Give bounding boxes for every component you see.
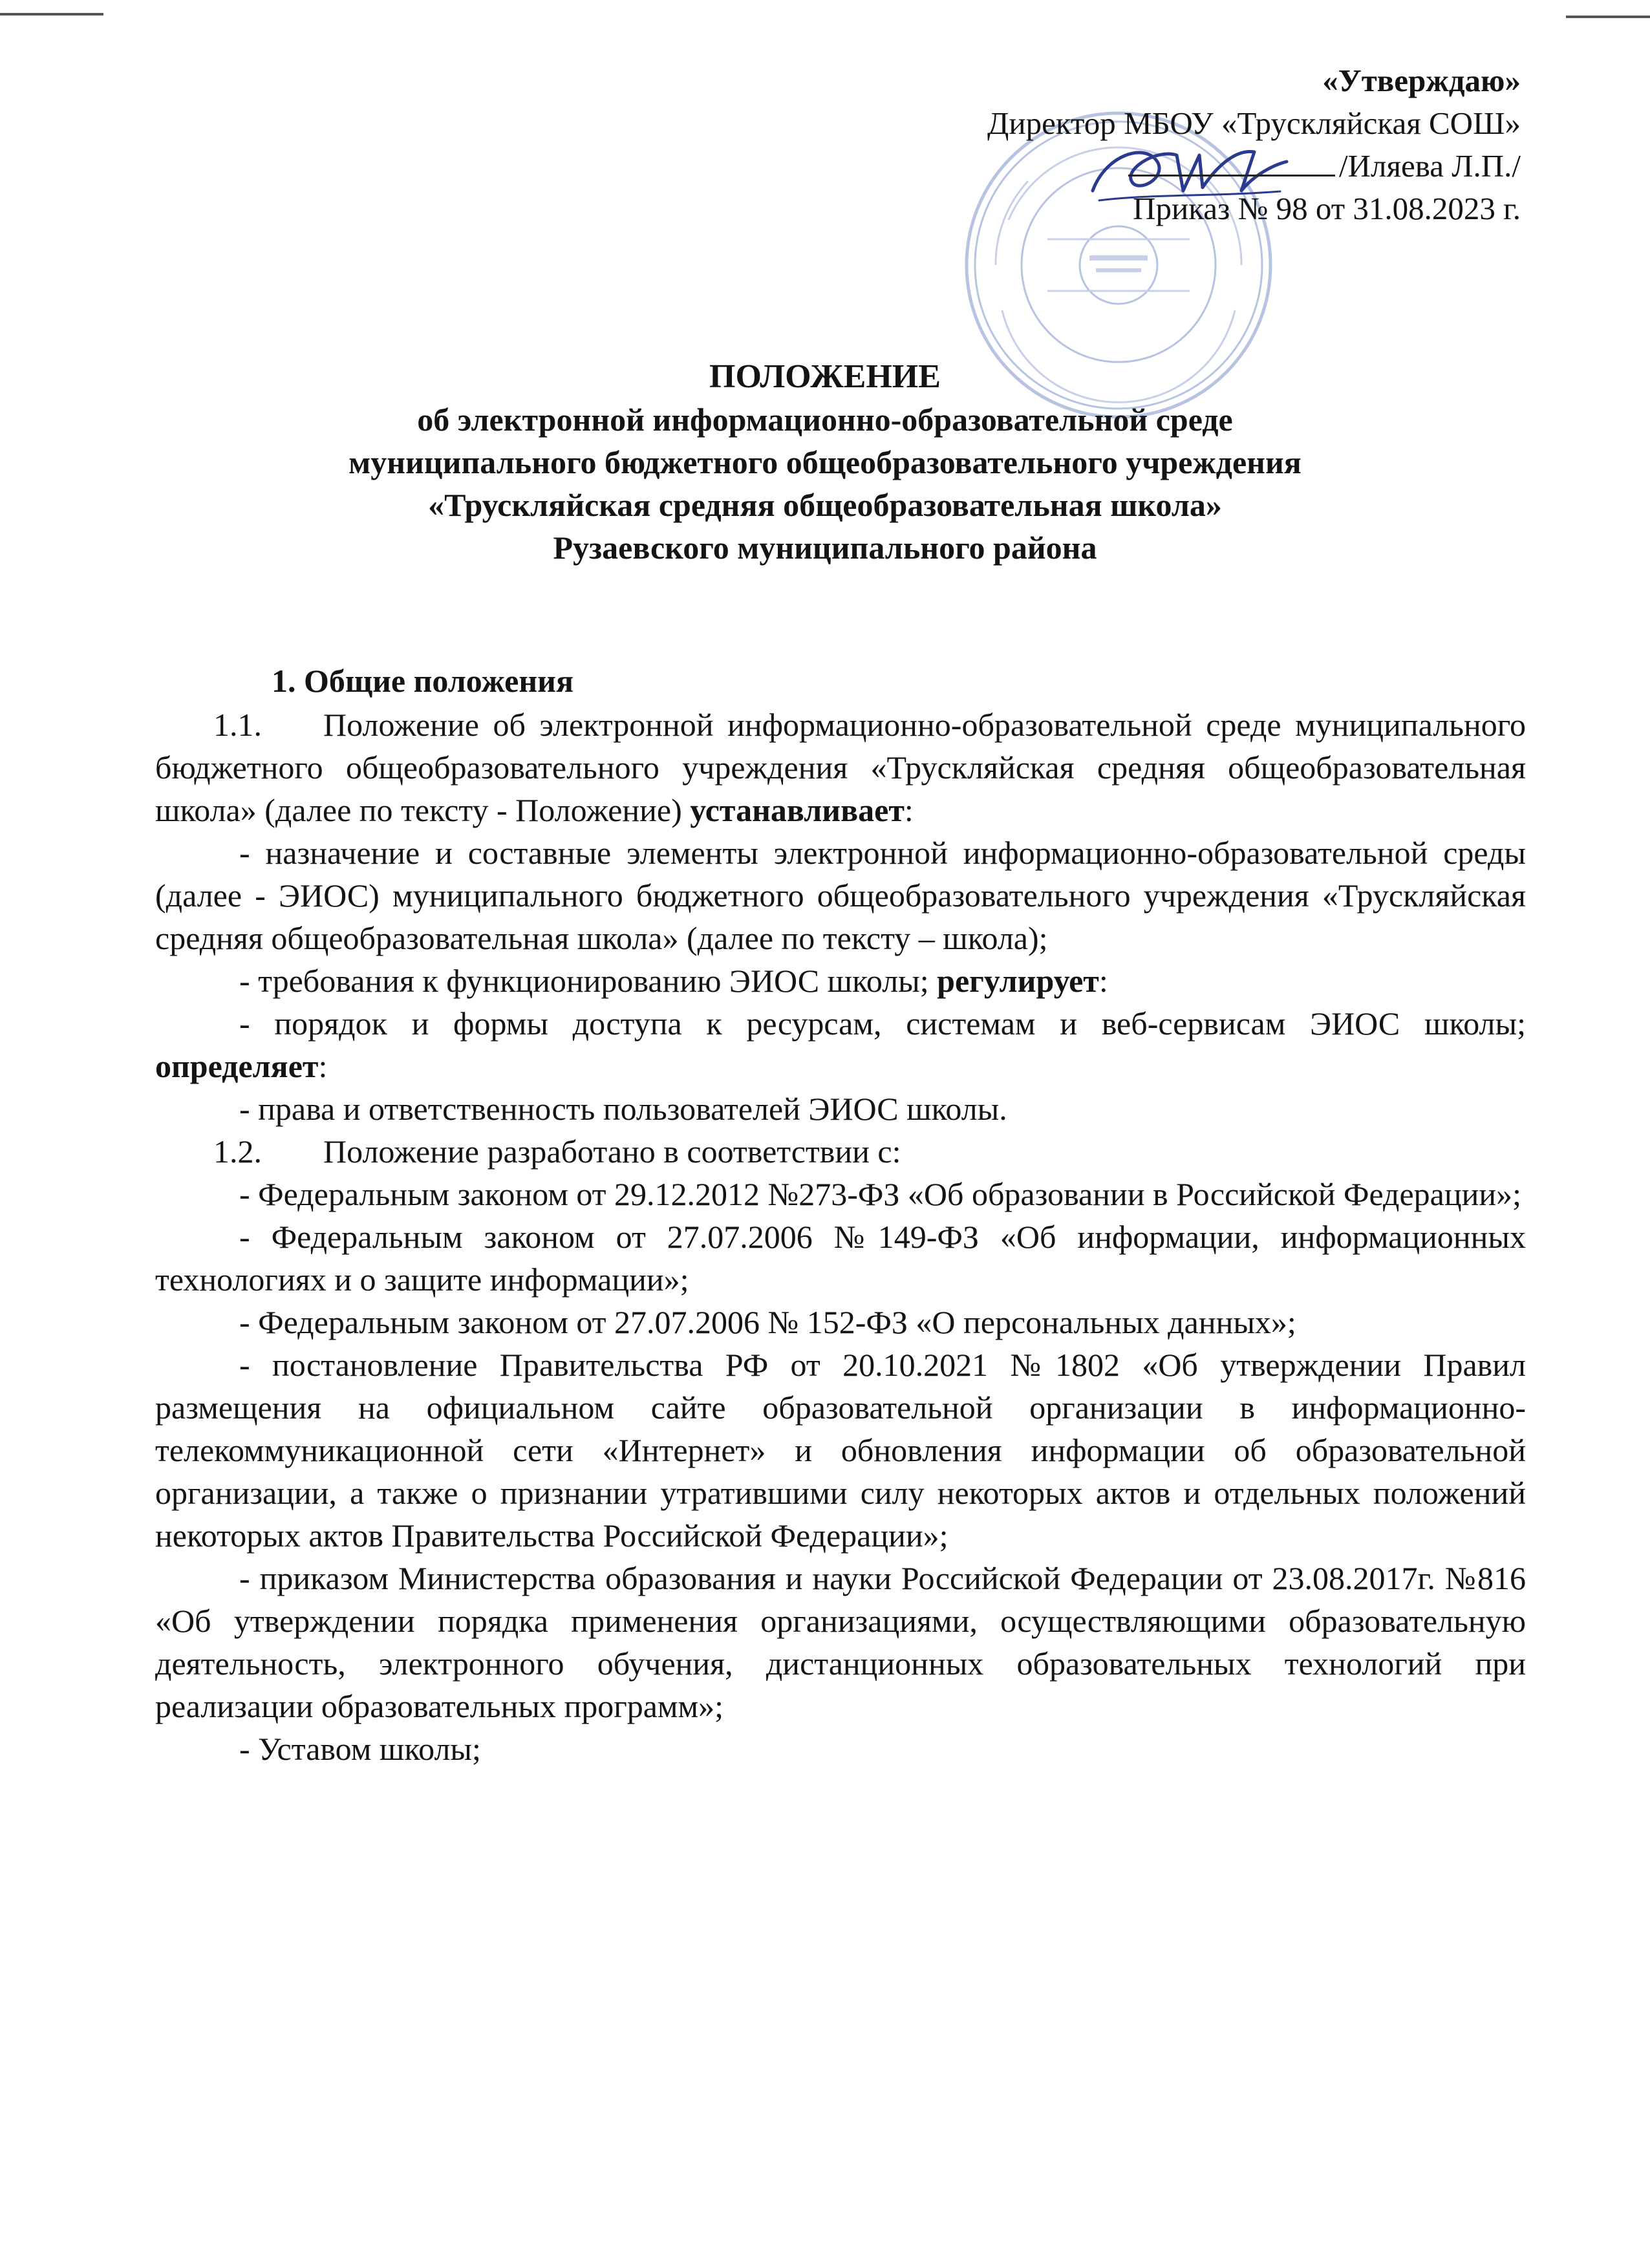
approval-signature-name: /Иляева Л.П./ — [1339, 148, 1521, 184]
clause-1-1-text: Положение об электронной информационно-образовательной среде муниципального бюджетного общеобразовательного учреждения «Трускляйская средняя общеобразовательная школа» (далее по тексту - Положение) — [155, 707, 1526, 828]
list-item: - назначение и составные элементы электронной информационно-образовательной среды (далее - ЭИОС) муниципального бюджетного общеобразовательного учреждения «Трускляйская средняя общеобразовательная школа» (далее по тексту – школа); — [155, 835, 1526, 956]
list-item-keyword: определяет — [155, 1048, 319, 1084]
list-item — [155, 1002, 1526, 1087]
clause-1-1-number: 1.1. — [213, 707, 262, 743]
list-item — [155, 959, 1526, 1002]
approval-signature-line — [680, 145, 1521, 187]
clause-1-1 — [155, 703, 1526, 831]
clause-1-2-number: 1.2. — [213, 1133, 262, 1170]
clause-1-1-keyword: устанавливает — [690, 792, 905, 828]
list-item: - приказом Министерства образования и науки Российской Федерации от 23.08.2017г. №816 «Об утверждении порядка применения организациями, осуществляющими образовательную деятельность, электронного обучения, дистанционных образовательных технологий при реализации образовательных программ»; — [155, 1560, 1526, 1724]
list-item-text: - порядок и формы доступа к ресурсам, системам и веб-сервисам ЭИОС школы; — [239, 1005, 1526, 1042]
title-line-2: муниципального бюджетного общеобразовательного учреждения — [348, 444, 1302, 480]
list-item-keyword: регулирует — [937, 963, 1099, 999]
approval-block — [680, 59, 1521, 230]
list-item: - права и ответственность пользователей ЭИОС школы. — [239, 1091, 1007, 1127]
list-item: - Уставом школы; — [239, 1731, 481, 1767]
list-item: - Федеральным законом от 27.07.2006 № 152-ФЗ «О персональных данных»; — [239, 1304, 1296, 1340]
title-line-1: об электронной информационно-образовательной среде — [417, 401, 1233, 438]
scan-edge-mark-right — [1566, 16, 1650, 18]
clause-1-2 — [155, 1130, 1526, 1173]
list-item-end: : — [318, 1048, 328, 1084]
document-title — [129, 356, 1521, 569]
scan-edge-mark-left — [0, 13, 103, 16]
title-main: ПОЛОЖЕНИЕ — [709, 358, 941, 395]
approval-heading: «Утверждаю» — [1322, 63, 1521, 98]
list-item: - Федеральным законом от 27.07.2006 №149-ФЗ «Об информации, информационных технологиях и о защите информации»; — [155, 1219, 1526, 1298]
list-item-text: - требования к функционированию ЭИОС школы; — [239, 963, 929, 999]
approval-order: Приказ № 98 от 31.08.2023 г. — [1133, 191, 1521, 226]
clause-1-1-end: : — [904, 792, 914, 828]
section-1-heading: 1. Общие положения — [272, 663, 574, 699]
list-item-end: : — [1098, 963, 1108, 999]
clause-1-2-text: Положение разработано в соответствии с: — [323, 1133, 901, 1170]
title-line-3: «Трускляйская средняя общеобразовательная школа» — [428, 487, 1222, 523]
list-item: - Федеральным законом от 29.12.2012 №273-ФЗ «Об образовании в Российской Федерации»; — [239, 1176, 1522, 1212]
title-line-4: Рузаевского муниципального района — [553, 530, 1097, 566]
approval-director: Директор МБОУ «Трускляйская СОШ» — [987, 105, 1521, 141]
list-item: - постановление Правительства РФ от 20.10.2021 №1802 «Об утверждении Правил размещения на официальном сайте образовательной организации в информационно-телекоммуникационной сети «Интернет» и обновления информации об образовательной организации, а также о признании утратившими силу некоторых актов и отдельных положений некоторых актов Правительства Российской Федерации»; — [155, 1347, 1526, 1554]
document-body — [155, 659, 1526, 1770]
signature-blank — [1128, 145, 1335, 177]
